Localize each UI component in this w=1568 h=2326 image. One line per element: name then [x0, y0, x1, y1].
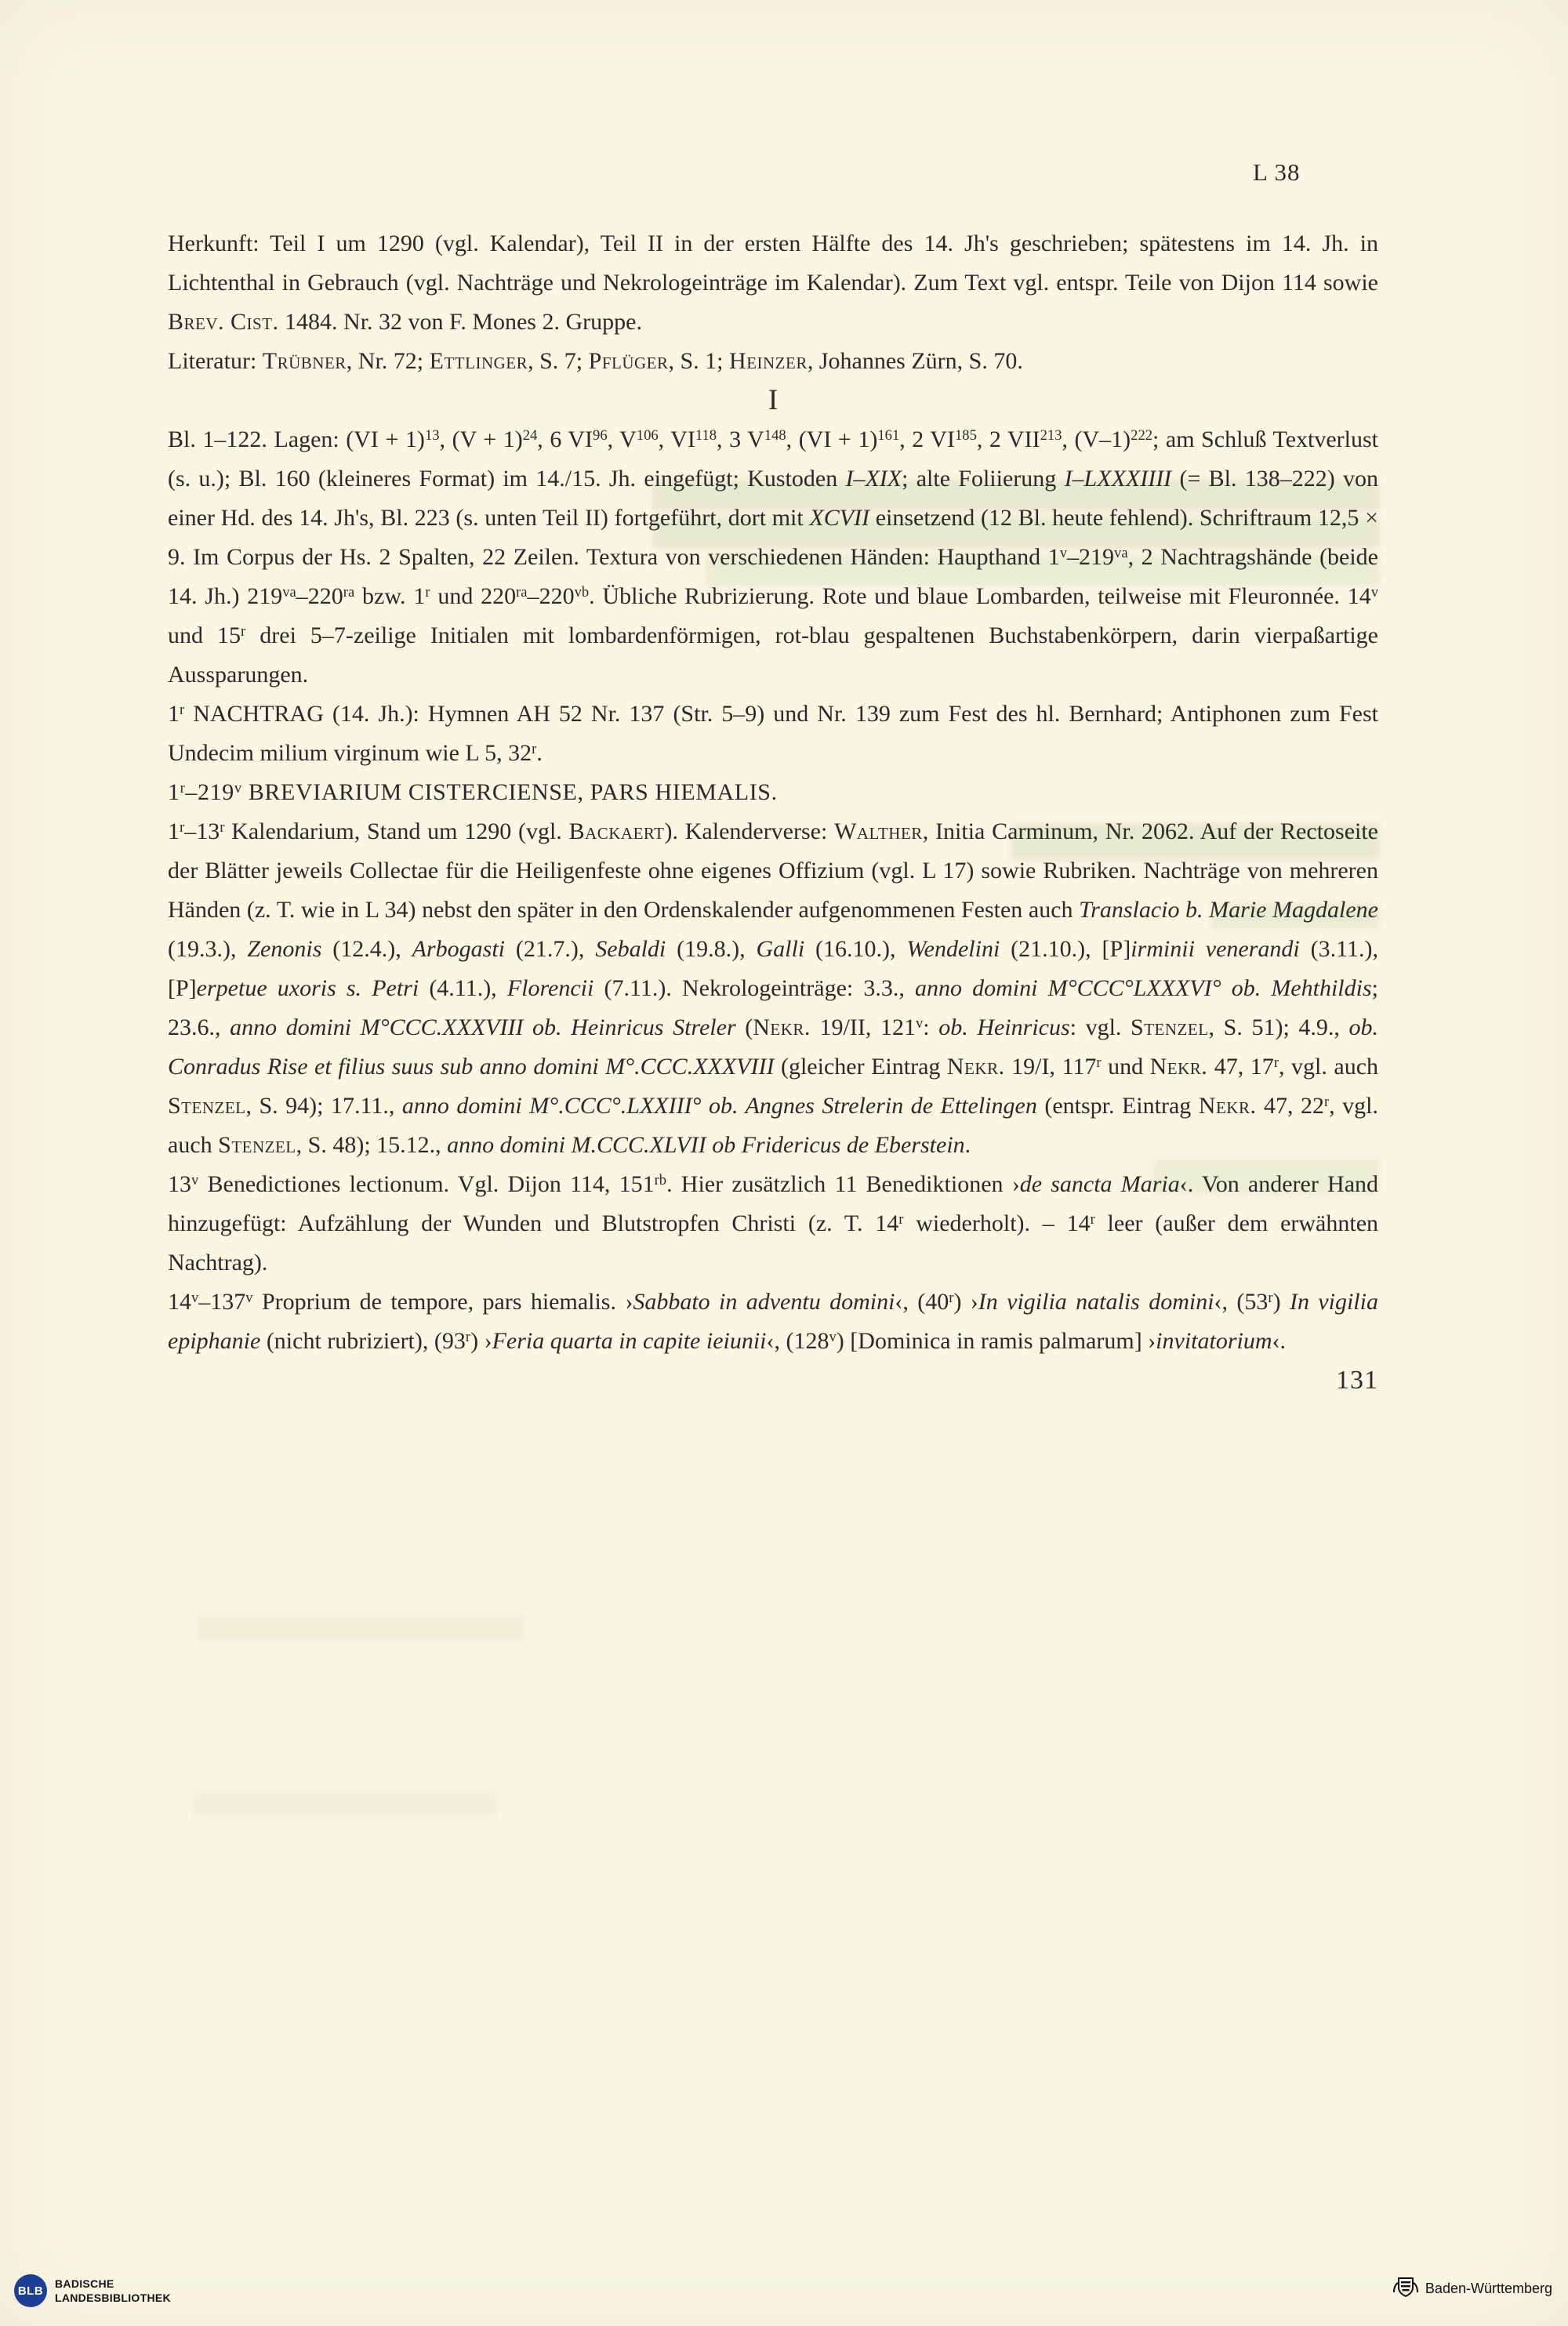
- page-number: 131: [1336, 1366, 1378, 1395]
- blb-library-name-line1: BADISCHE: [55, 2277, 114, 2290]
- baden-wuerttemberg-coat-of-arms-icon: [1392, 2275, 1419, 2302]
- baden-wuerttemberg-branding: [1392, 2275, 1552, 2302]
- paragraph-herkunft: Herkunft: Teil I um 1290 (vgl. Kalendar), Teil II in der ersten Hälfte des 14. Jh's geschrieben; spätestens im 14. Jh. in Lichtenthal in Gebrauch (vgl. Nachträge und Nekrologeinträge im Kalendar). Zum Text vgl. entspr. Teile von Dijon 114 sowie Brev. Cist. 1484. Nr. 32 von F. Mones 2. Gruppe.: [168, 230, 1378, 335]
- paragraph-nachtrag: 1$^r$ NACHTRAG (14. Jh.): Hymnen AH 52 Nr. 137 (Str. 5–9) und Nr. 139 zum Fest des hl. Bernhard; Antiphonen zum Fest Undecim milium virginum wie L 5, 32$^r$.: [168, 701, 1378, 766]
- manuscript-signature: L 38: [1253, 158, 1301, 186]
- paragraph-kalendarium: 1$^r$–13$^r$ Kalendarium, Stand um 1290 (vgl. Backaert). Kalenderverse: Walther, Initia Carminum, Nr. 2062. Auf der Rectoseite der Blätter jeweils Collectae für die Heiligenfeste ohne eigenes Offizium (vgl. L 17) sowie Rubriken. Nachträge von mehreren Händen (z. T. wie in L 34) nebst den später in den Ordenskalender aufgenommenen Festen auch Translacio b. Marie Magdalene (19.3.), Zenonis (12.4.), Arbogasti (21.7.), Sebaldi (19.8.), Galli (16.10.), Wendelini (21.10.), [P]irminii venerandi (3.11.), [P]erpetue uxoris s. Petri (4.11.), Florencii (7.11.). Nekrologeinträge: 3.3., anno domini M°CCC°LXXXVI° ob. Mehthildis; 23.6., anno domini M°CCC.XXXVIII ob. Heinricus Streler (Nekr. 19/II, 121$^v$: ob. Heinricus: vgl. Stenzel, S. 51); 4.9., ob. Conradus Rise et filius suus sub anno domini M°.CCC.XXXVIII (gleicher Eintrag Nekr. 19/I, 117$^r$ und Nekr. 47, 17$^r$, vgl. auch Stenzel, S. 94); 17.11., anno domini M°.CCC°.LXXIII° ob. Angnes Strelerin de Ettelingen (entspr. Eintrag Nekr. 47, 22$^r$, vgl. auch Stenzel, S. 48); 15.12., anno domini M.CCC.XLVII ob Fridericus de Eberstein.: [168, 818, 1379, 1158]
- baden-wuerttemberg-label: Baden-Württemberg: [1425, 2281, 1552, 2296]
- blb-library-name-line2: LANDESBIBLIOTHEK: [55, 2292, 171, 2304]
- paragraph-benedictiones: 13$^v$ Benedictiones lectionum. Vgl. Dijon 114, $151^{rb}$. Hier zusätzlich 11 Benediktionen ›de sancta Maria‹. Von anderer Hand hinzugefügt: Aufzählung der Wunden und Blutstropfen Christi (z. T. 14$^r$ wiederholt). – 14$^r$ leer (außer dem erwähnten Nachtrag).: [168, 1171, 1379, 1275]
- blb-logo-icon: BLB: [14, 2274, 47, 2307]
- section-heading-roman-numeral: I: [768, 384, 779, 416]
- paragraph-literatur: Literatur: Trübner, Nr. 72; Ettlinger, S. 7; Pflüger, S. 1; Heinzer, Johannes Zürn, S. 70.: [168, 348, 1023, 374]
- text-column: [168, 224, 1378, 1400]
- paragraph-lagen-collation: Bl. 1–122. Lagen: (VI + 1)$^{13}$, $(V + 1)^{24}$, 6 VI$^{96}$, $V^{106}$, VI$^{118}$, 3 $V^{148}$, (VI + 1)$^{161}$, 2 VI$^{185}$, 2 VII$^{213}$, $(V-1)^{222}$; am Schluß Textverlust (s. u.); Bl. 160 (kleineres Format) im 14./15. Jh. eingefügt; Kustoden I–XIX; alte Foliierung I–LXXXIIII (= Bl. 138–222) von einer Hd. des 14. Jh's, Bl. 223 (s. unten Teil II) fortgeführt, dort mit XCVII einsetzend (12 Bl. heute fehlend). Schriftraum 12,5 × 9. Im Corpus der Hs. 2 Spalten, 22 Zeilen. Textura von verschiedenen Händen: Haupthand $1^v-219^{va}$, 2 Nachtragshände (beide 14. Jh.) $219^{va}-220^{ra}$ bzw. 1$^r$ und $220^{ra}-220^{vb}$. Übliche Rubrizierung. Rote und blaue Lombarden, teilweise mit Fleuronnée. 14$^v$ und 15$^r$ drei 5–7-zeilige Initialen mit lombardenförmigen, rot-blau gespaltenen Buchstabenkörpern, darin vierpaßartige Aussparungen.: [168, 426, 1379, 688]
- paragraph-proprium-de-tempore: 14$^v$–137$^v$ Proprium de tempore, pars hiemalis. ›Sabbato in adventu domini‹, (40$^r$) ›In vigilia natalis domini‹, (53$^r$) In vigilia epiphanie (nicht rubriziert), (93$^r$) ›Feria quarta in capite ieiunii‹, (128$^v$) [Dominica in ramis palmarum] ›invitatorium‹.: [168, 1289, 1378, 1354]
- section-heading-breviarium: 1$^r$–219$^v$ BREVIARIUM CISTERCIENSE, PARS HIEMALIS.: [168, 779, 778, 805]
- blb-library-branding: [14, 2274, 171, 2307]
- bleedthrough-artifact: [192, 1791, 498, 1816]
- blb-library-name: [55, 2277, 171, 2305]
- bleedthrough-artifact: [196, 1615, 525, 1642]
